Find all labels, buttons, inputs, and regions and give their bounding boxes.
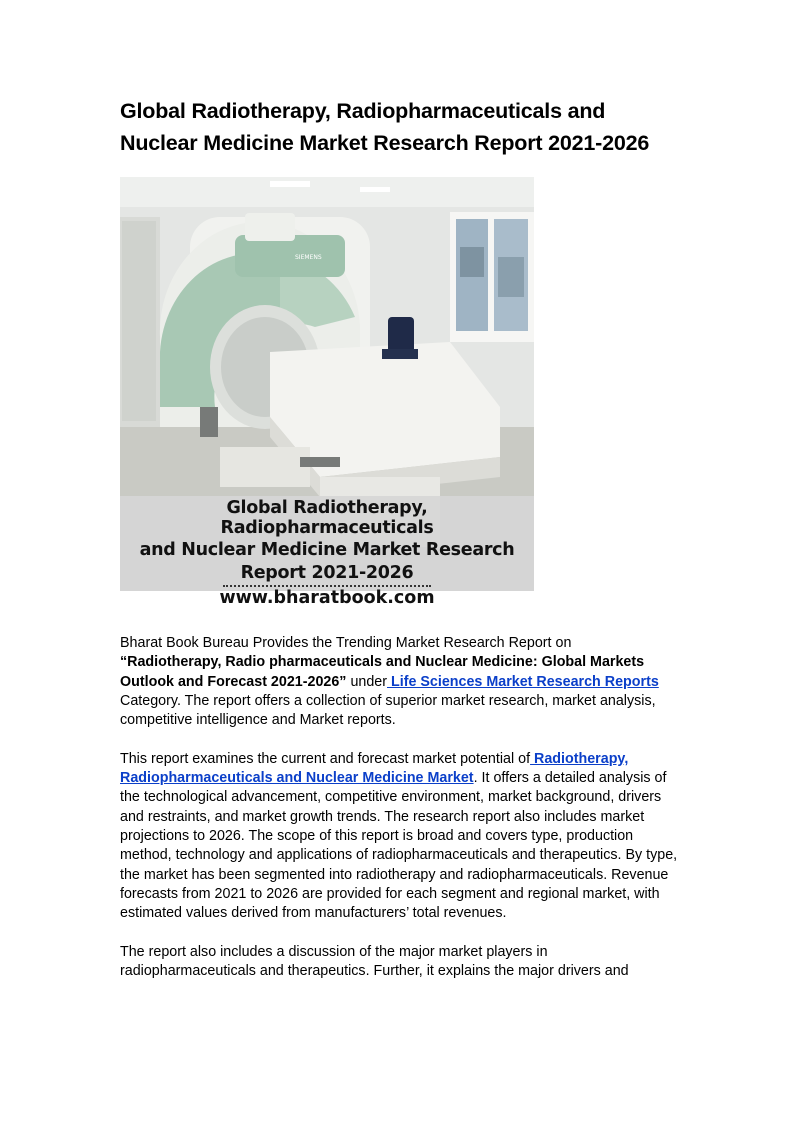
para1-bold-title: “Radiotherapy, Radio pharmaceuticals and Nuclear Medicine: Global Markets Outlook and Forecast 2021-2026” <box>120 654 645 690</box>
para1-under: under <box>346 673 388 690</box>
dotted-divider <box>223 585 431 587</box>
paragraph-3 <box>120 943 680 982</box>
report-header <box>120 95 676 159</box>
banner-line-2: and Nuclear Medicine Market Research <box>139 540 515 560</box>
paragraph-1 <box>120 634 680 730</box>
para2-intro: This report examines the current and forecast market potential of <box>120 750 531 767</box>
banner-url: www.bharatbook.com <box>219 588 435 608</box>
hero-image <box>120 177 534 608</box>
title-line-2: Nuclear Medicine Market Research Report 2021-2026 <box>120 131 650 155</box>
page-title <box>120 95 676 159</box>
report-body <box>120 634 680 1001</box>
para1-rest: Category. The report offers a collection of superior market research, market analysis, competitive intelligence and Market reports. <box>120 692 656 729</box>
title-line-1: Global Radiotherapy, Radiopharmaceuticals and <box>120 99 606 123</box>
scanner-brand-label: SIEMENS <box>295 254 322 261</box>
para2-rest: . It offers a detailed analysis of the technological advancement, competitive environment, market background, drivers and restraints, and market growth trends. The research report also includes market projections to 2026. The scope of this report is broad and covers type, production method, technology and applications of radiopharmaceuticals and therapeutics. By type, the market has been segmented into radiotherapy and radiopharmaceuticals. Revenue forecasts from 2021 to 2026 are provided for each segment and regional market, with estimated values derived from manufacturers’ total revenues. <box>120 770 678 922</box>
paragraph-2 <box>120 750 680 924</box>
para1-intro: Bharat Book Bureau Provides the Trending Market Research Report on <box>120 635 572 651</box>
image-caption-banner <box>120 496 534 608</box>
para3-text: The report also includes a discussion of the major market players in radiopharmaceuticals and therapeutics. Further, it explains the major drivers and <box>120 943 629 980</box>
banner-line-1: Global Radiotherapy, Radiopharmaceuticals <box>220 498 434 538</box>
market-link[interactable]: Radiotherapy, Radiopharmaceuticals and Nuclear Medicine Market <box>120 750 629 787</box>
banner-line-3: Report 2021-2026 <box>240 562 414 583</box>
life-sciences-link[interactable]: Life Sciences Market Research Reports <box>387 673 659 690</box>
